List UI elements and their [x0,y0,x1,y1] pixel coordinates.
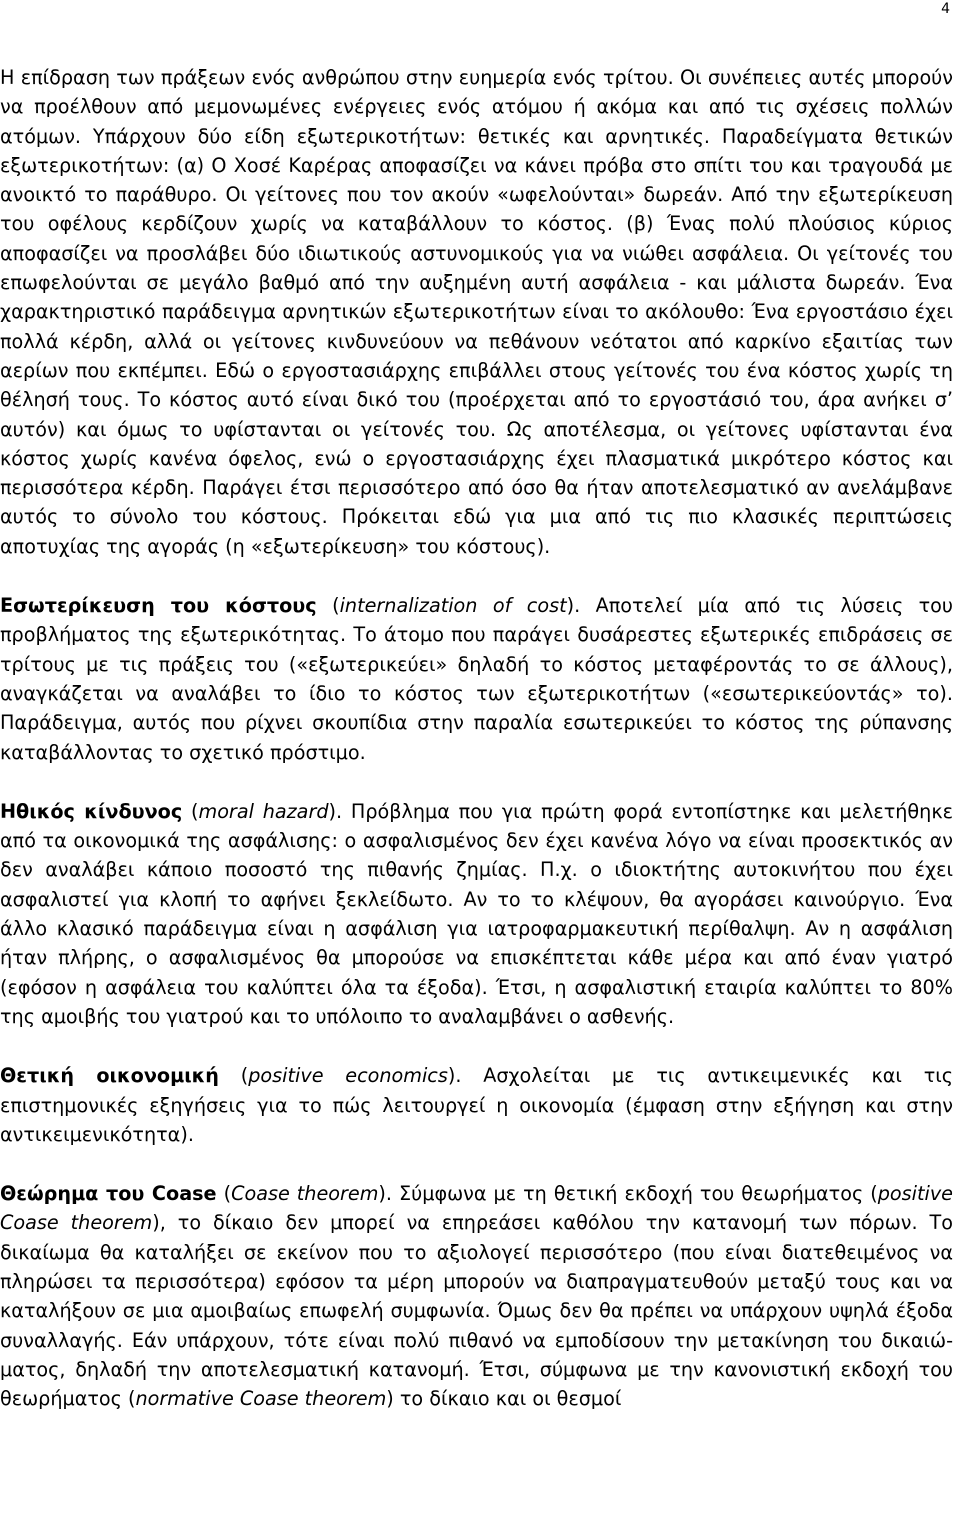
english-term: internalization of cost [339,594,567,618]
document-body [0,63,953,1443]
english-term: moral hazard [198,799,329,823]
term-coase-theorem: Θεώρημα του Coase [0,1182,217,1206]
english-term: Coase theorem [231,1182,379,1206]
term-moral-hazard: Ηθικός κίνδυνος [0,799,183,823]
paragraph-moral-hazard: Ηθικός κίνδυνος (moral hazard). Πρόβλημα που για πρώτη φορά εντοπίστηκε και μελετήθηκε από τα οικονομικά της ασφάλισης: ο ασφαλισμένος δεν έχει κανένα λόγο να είναι προσεκτικός αν δεν αναλάβει κάποιο ποσοστό της πιθανής ζημίας. Π.χ. ο ιδιοκτήτης αυτοκινήτου που έχει ασφαλιστεί για κλοπή το αφήνει ξεκλείδωτο. Αν το το κλέψουν, θα αγοράσει καινούργιο. Ένα άλλο κλασικό παράδειγμα είναι η ασφάλιση για ιατροφαρμακευτική περίθαλψη. Αν η ασφάλιση ήταν πλήρης, ο ασφαλισμένος θα μπορούσε να επισκέπτεται κάθε μέρα και από έναν γιατρό (εφόσον η ασφάλεια του καλύπτει όλα τα έξοδα). Έτσι, η ασφαλιστική εταιρία καλύπτει το 80% της αμοιβής του γιατρού και το υπόλοιπο το αναλαμβάνει ο ασθενής. [0,799,953,1028]
paragraph-coase-theorem: Θεώρημα του Coase (Coase theorem). Σύμφωνα με τη θετική εκδοχή του θεωρήματος (positive Coase theorem), το δίκαιο δεν μπορεί να επηρεάσει καθόλου την κατανομή των πόρων. Το δικαίωμα θα καταλήξει σε εκείνον που το αξιολογεί περισσότερο (που είναι διατεθειμένος να πληρώσει τα περισσότερα) εφόσον τα μέρη μπορούν να διαπραγματευθούν μεταξύ τους και να καταλήξουν σε μια αμοιβαίως επωφελή συμφωνία. Όμως δεν θα πρέπει να υπάρχουν υψηλά έξοδα συναλλαγής. Εάν υπάρχουν, τότε είναι πολύ πιθανό να εμποδίσουν την μετακίνηση του δικαιώματος, δηλαδή την αποτελεσματική κατανομή. Έτσι, σύμφωνα με την κανονιστική εκδοχή του θεωρήματος (normative Coase theorem) το δίκαιο και οι θεσμοί [0,1182,953,1411]
paragraph-externality: Η επίδραση των πράξεων ενός ανθρώπου στην ευημερία ενός τρίτου. Οι συνέπειες αυτές μπορούν να προέλθουν από μεμονωμένες ενέργειες ενός ατόμου ή ακόμα και από τις σχέσεις πολλών ατόμων. Υπάρχουν δύο είδη εξωτερικοτήτων: θετικές και αρνητικές. Παραδείγματα θετικών εξωτερικοτήτων: (α) Ο Χοσέ Καρέρας αποφασίζει να κάνει πρόβα στο σπίτι του και τραγουδά με ανοικτό το παράθυρο. Οι γείτονες που τον ακούν «ωφελούνται» δωρεάν. Από την εξωτερίκευση του οφέλους κερδίζουν χωρίς να καταβάλλουν το κόστος. (β) Ένας πολύ πλούσιος κύριος αποφασίζει να προσλάβει δύο ιδιωτικούς αστυνομικούς για να νιώθει ασφάλεια. Οι γείτονές του επωφελούνται σε μεγάλο βαθμό από την αυξημένη αυτή ασφάλεια - και μάλιστα δωρεάν. Ένα χαρακτηριστικό παράδειγμα αρνητικών εξωτερικοτήτων είναι το ακόλουθο: Ένα εργοστάσιο έχει πολλά κέρδη, αλλά οι γείτονες κινδυνεύουν να πεθάνουν νεότατοι από καρκίνο εξαιτίας των αερίων που εκπέμπει. Εδώ ο εργοστασιάρχης επιβάλλει στους γείτονές του ένα κόστος χωρίς τη θέλησή τους. Το κόστος αυτό είναι δικό του (προέρχεται από το εργοστάσιό του, άρα ανήκει σ’ αυτόν) και όμως το υφίστανται οι γείτονές του. Ως αποτέλεσμα, οι γείτονες υφίστανται ένα κόστος χωρίς κανένα όφελος, ενώ ο εργοστασιάρχης έχει πλασματικά μικρότερο κόστος και περισσότερα κέρδη. Παράγει έτσι περισσότερο από όσο θα ήταν αποτελεσματικό αν ανελάμβανε αυτός το σύνολο του κόστους. Πρόκειται εδώ για μια από τις πιο κλασικές περιπτώσεις αποτυχίας της αγοράς (η «εξωτερίκευση» του κόστους). [0,66,953,558]
definition-text-continued: ), το δίκαιο δεν μπορεί να επηρεάσει καθόλου την κατανομή των πόρων. Το δικαίωμα θα καταλήξει σε εκείνον που το αξιολογεί περισσότερο (που είναι διατεθειμένος να πληρώσει τα περισσότερα) εφόσον τα μέρη μπορούν να διαπραγματευθούν μεταξύ τους και να καταλήξουν σε μια αμοιβαίως επωφελή συμφωνία. Όμως δεν θα πρέπει να υπάρχουν υψηλά έξοδα συναλλαγής. Εάν υπάρχουν, τότε είναι πολύ πιθανό να εμποδίσουν την μετακίνηση του δικαιώματος, δηλαδή την αποτελεσματική κατανομή. Έτσι, σύμφωνα με την κανονιστική εκδοχή του θεωρήματος ( [0,1211,953,1411]
english-term-positive: positive Coase theorem [0,1182,953,1235]
page-number: 4 [941,1,950,17]
definition-text: Ασχολείται με τις αντικειμενικές και τις επιστημονικές εξηγήσεις για το πώς λειτουργεί η οικονομία (έμφαση στην εξήγηση και στην αντικειμενικότητα). [0,1064,954,1146]
english-term: positive economics [248,1064,448,1088]
definition-text: Σύμφωνα με τη θετική εκδοχή του θεωρήματος ( [392,1182,878,1206]
paragraph-internalization: Εσωτερίκευση του κόστους (internalization of cost). Αποτελεί μία από τις λύσεις του προβλήματος της εξωτερικότητας. Το άτομο που παράγει δυσάρεστες εξωτερικές επιδράσεις σε τρίτους με τις πράξεις του («εξωτερικεύει» δηλαδή το κόστος μεταφέροντάς το σε άλλους), αναγκάζεται να αναλάβει το ίδιο το κόστος των εξωτερικοτήτων («εσωτερικεύοντάς» το). Παράδειγμα, αυτός που ρίχνει σκουπίδια στην παραλία εσωτερικεύει το κόστος της ρύπανσης καταβάλλοντας το σχετικό πρόστιμο. [0,594,954,764]
english-term-normative: normative Coase theorem [135,1387,387,1411]
definition-text: Αποτελεί μία από τις λύσεις του προβλήματος της εξωτερικότητας. Το άτομο που παράγει δυσάρεστες εξωτερικές επιδράσεις σε τρίτους με τις πράξεις του («εξωτερικεύει» δηλαδή το κόστος μεταφέροντάς το σε άλλους), αναγκάζεται να αναλάβει το ίδιο το κόστος των εξωτερικοτήτων («εσωτερικεύοντάς» το). Παράδειγμα, αυτός που ρίχνει σκουπίδια στην παραλία εσωτερικεύει το κόστος της ρύπανσης καταβάλλοντας το σχετικό πρόστιμο. [0,594,954,764]
term-positive-economics: Θετική οικονομική [0,1064,219,1088]
definition-text-end: ) το δίκαιο και οι θεσμοί [386,1387,622,1411]
paragraph-positive-economics: Θετική οικονομική (positive economics). Ασχολείται με τις αντικειμενικές και τις επιστημονικές εξηγήσεις για το πώς λειτουργεί η οικονομία (έμφαση στην εξήγηση και στην αντικειμενικότητα). [0,1064,954,1146]
term-internalization: Εσωτερίκευση του κόστους [0,594,317,618]
definition-text: Πρόβλημα που για πρώτη φορά εντοπίστηκε και μελετήθηκε από τα οικονομικά της ασφάλισης: ο ασφαλισμένος δεν έχει κανένα λόγο να είναι προσεκτικός αν δεν αναλάβει κάποιο ποσοστό της πιθανής ζημίας. Π.χ. ο ιδιοκτήτης αυτοκινήτου που έχει ασφαλιστεί για κλοπή το αφήνει ξεκλείδωτο. Αν το το κλέψουν, θα αγοράσει καινούργιο. Ένα άλλο κλασικό παράδειγμα είναι η ασφάλιση για ιατροφαρμακευτική περίθαλψη. Αν η ασφάλιση ήταν πλήρης, ο ασφαλισμένος θα μπορούσε να επισκέπτεται κάθε μέρα και από έναν γιατρό (εφόσον η ασφάλεια του καλύπτει όλα τα έξοδα). Έτσι, η ασφαλιστική εταιρία καλύπτει το 80% της αμοιβής του γιατρού και το υπόλοιπο το αναλαμβάνει ο ασθενής. [0,799,953,1028]
